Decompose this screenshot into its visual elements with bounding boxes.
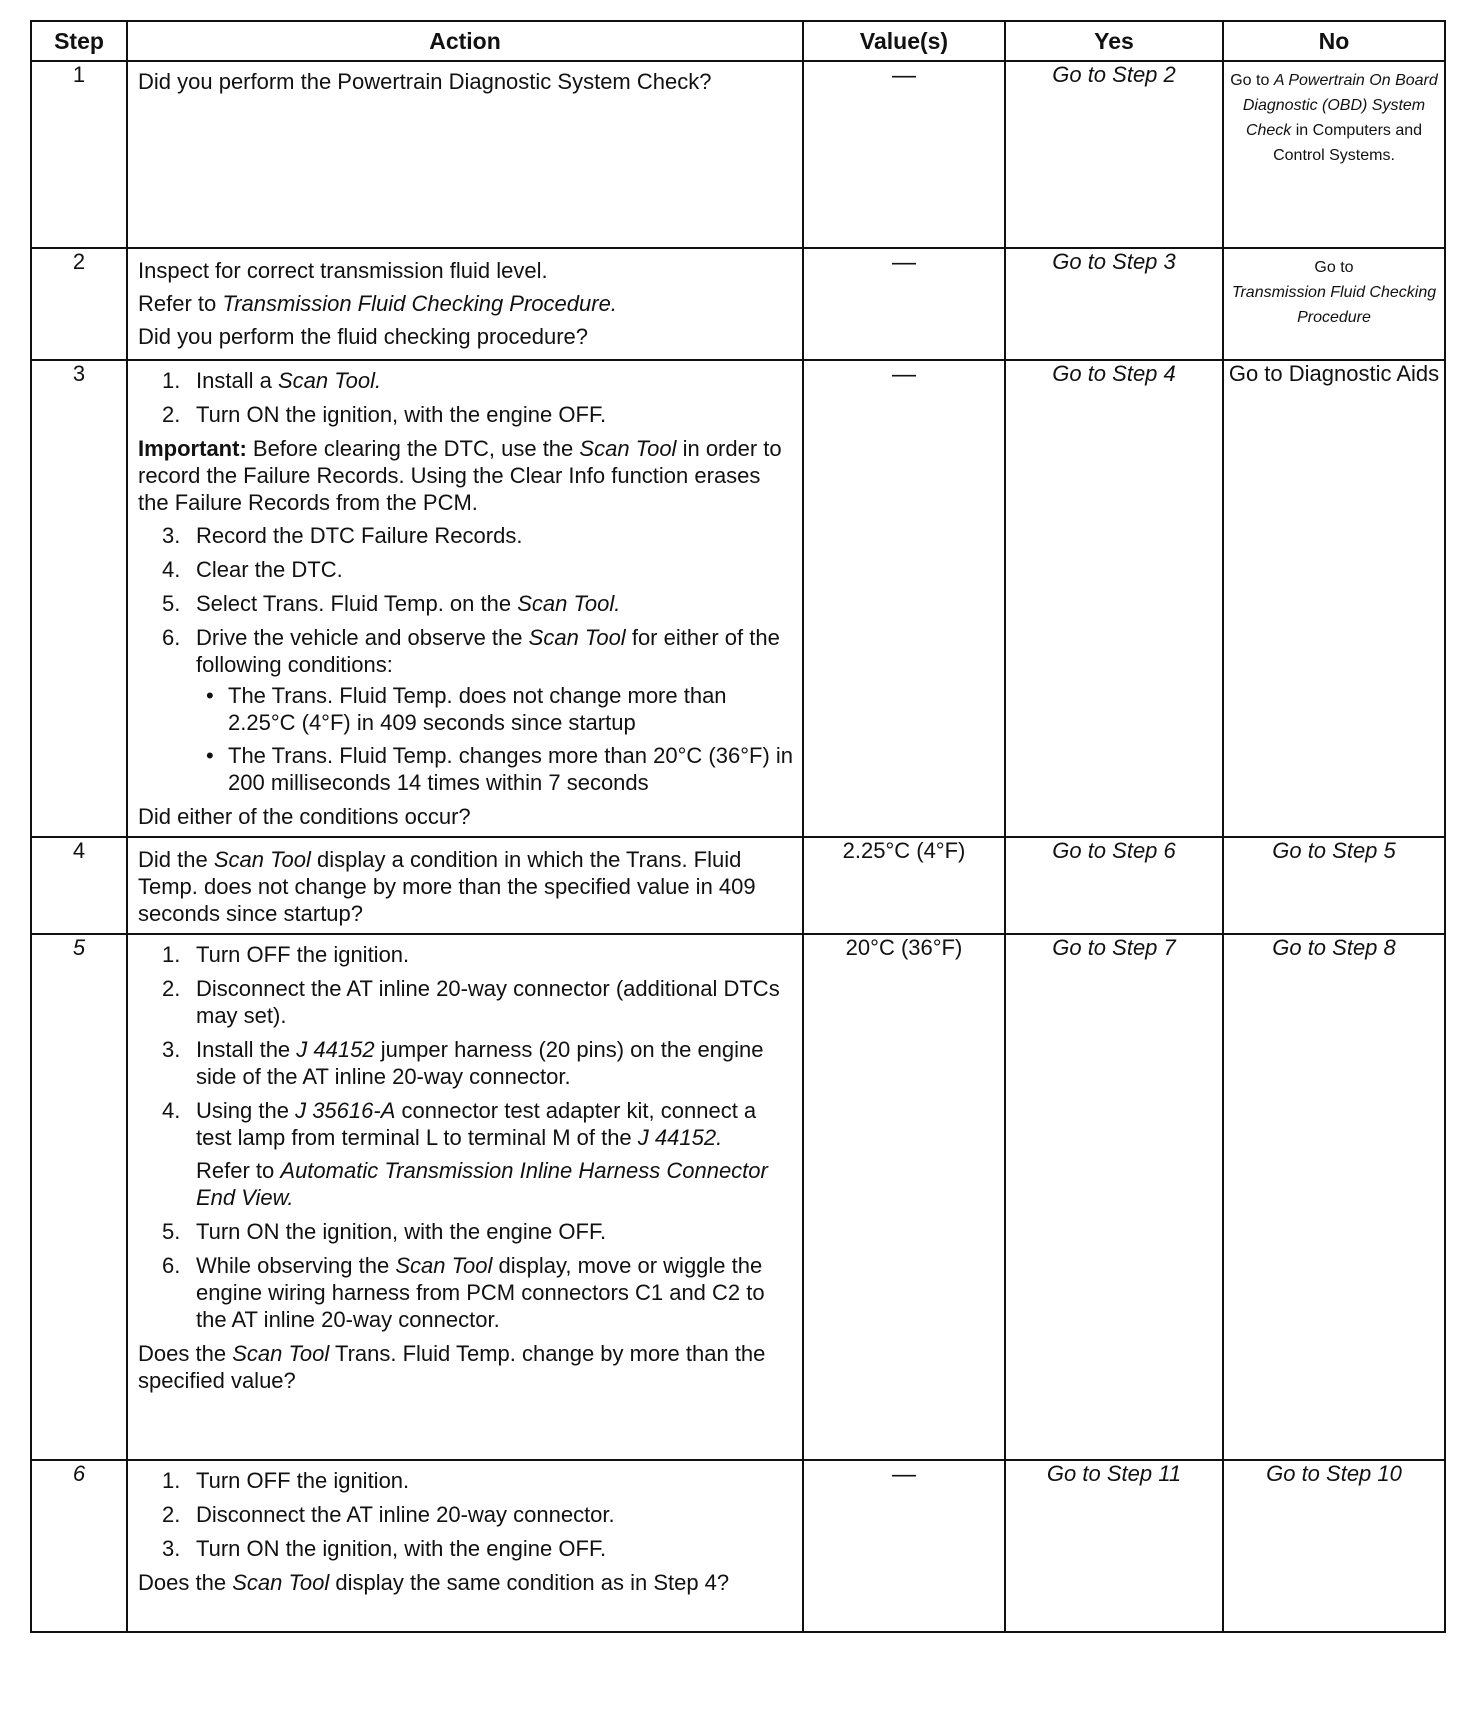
list-item: 6. While observing the Scan Tool display, move or wiggle the engine wiring harness from PCM connectors C1 and C2 to the AT inline 20-way connector. xyxy=(162,1253,765,1332)
action-reference: Refer to Transmission Fluid Checking Procedure. xyxy=(138,291,617,316)
value-cell xyxy=(803,934,1005,1460)
action-text: Did the Scan Tool display a condition in which the Trans. Fluid Temp. does not change by more than the specified value in 409 seconds since startup? xyxy=(138,847,756,926)
yes-link[interactable]: Go to Step 4 xyxy=(1052,361,1176,386)
yes-link[interactable]: Go to Step 7 xyxy=(1052,935,1176,960)
list-item: 1. Install a Scan Tool. xyxy=(162,368,382,393)
no-link[interactable]: Go to Transmission Fluid Checking Procedure xyxy=(1231,259,1437,326)
table-row-step-4 xyxy=(31,837,1445,934)
list-item: 5. Turn ON the ignition, with the engine OFF. xyxy=(162,1219,607,1244)
action-cell xyxy=(127,248,803,360)
procedure-list xyxy=(138,522,794,796)
header-yes: Yes xyxy=(1005,21,1223,61)
no-cell xyxy=(1223,61,1445,248)
action-cell xyxy=(127,1460,803,1632)
action-cell xyxy=(127,360,803,837)
step-number: 5 xyxy=(31,934,127,1460)
yes-cell xyxy=(1005,837,1223,934)
header-step: Step xyxy=(31,21,127,61)
yes-link[interactable]: Go to Step 2 xyxy=(1052,62,1176,87)
yes-cell xyxy=(1005,1460,1223,1632)
procedure-list xyxy=(138,367,794,428)
no-link[interactable]: Go to Step 8 xyxy=(1272,935,1396,960)
yes-link[interactable]: Go to Step 11 xyxy=(1046,1461,1182,1486)
action-text: Did you perform the Powertrain Diagnostic System Check? xyxy=(138,69,712,94)
no-cell xyxy=(1223,248,1445,360)
action-cell xyxy=(127,934,803,1460)
step-number: 1 xyxy=(31,61,127,248)
important-note: Important: Before clearing the DTC, use the Scan Tool in order to record the Failure Records. Using the Clear Info function erases the Failure Records from the PCM. xyxy=(138,436,782,515)
value-cell xyxy=(803,837,1005,934)
list-item: 1. Turn OFF the ignition. xyxy=(162,1468,410,1493)
header-action: Action xyxy=(127,21,803,61)
yes-cell xyxy=(1005,61,1223,248)
list-item: 3. Turn ON the ignition, with the engine OFF. xyxy=(162,1536,607,1561)
yes-cell xyxy=(1005,248,1223,360)
action-reference: Refer to Automatic Transmission Inline Harness Connector End View. xyxy=(196,1158,768,1210)
yes-link[interactable]: Go to Step 6 xyxy=(1052,838,1176,863)
header-no: No xyxy=(1223,21,1445,61)
value-text: — xyxy=(892,62,916,89)
value-cell xyxy=(803,1460,1005,1632)
value-text: — xyxy=(892,249,916,276)
condition-list xyxy=(196,682,794,796)
yes-cell xyxy=(1005,360,1223,837)
no-cell xyxy=(1223,1460,1445,1632)
list-item: 2. Disconnect the AT inline 20-way connector (additional DTCs may set). xyxy=(162,976,780,1028)
step-number: 3 xyxy=(31,360,127,837)
list-item: 5. Select Trans. Fluid Temp. on the Scan Tool. xyxy=(162,591,621,616)
table-row-step-5 xyxy=(31,934,1445,1460)
list-item: 2. Disconnect the AT inline 20-way connector. xyxy=(162,1502,615,1527)
table-row-step-3 xyxy=(31,360,1445,837)
step-number: 6 xyxy=(31,1460,127,1632)
list-item: 2. Turn ON the ignition, with the engine OFF. xyxy=(162,402,607,427)
step-number: 4 xyxy=(31,837,127,934)
list-item: 1. Turn OFF the ignition. xyxy=(162,942,410,967)
list-item: 4. Using the J 35616-A connector test adapter kit, connect a test lamp from terminal L to terminal M of the J 44152. Refer to Automatic Transmission Inline Harness Connector End View. xyxy=(162,1097,794,1211)
action-question: Did either of the conditions occur? xyxy=(138,804,471,829)
action-question: Does the Scan Tool display the same condition as in Step 4? xyxy=(138,1570,730,1595)
yes-cell xyxy=(1005,934,1223,1460)
value-text: — xyxy=(892,1461,916,1488)
no-cell xyxy=(1223,360,1445,837)
no-link[interactable]: Go to Step 10 xyxy=(1266,1461,1402,1486)
action-cell xyxy=(127,61,803,248)
action-question: Did you perform the fluid checking procedure? xyxy=(138,324,589,349)
list-item: 6. Drive the vehicle and observe the Scan Tool for either of the following conditions: • The Trans. Fluid Temp. does not change more than 2.25°C (4°F) in 409 seconds since startup • The Trans. Fluid Temp. changes more than 20°C (36°F) in 200 milliseconds 14 times within 7 seconds xyxy=(162,624,794,796)
procedure-list xyxy=(138,941,794,1333)
header-row xyxy=(31,21,1445,61)
value-cell xyxy=(803,360,1005,837)
value-cell xyxy=(803,248,1005,360)
value-cell xyxy=(803,61,1005,248)
list-item: 3. Record the DTC Failure Records. xyxy=(162,523,523,548)
list-item: 4. Clear the DTC. xyxy=(162,557,343,582)
action-text: Inspect for correct transmission fluid level. xyxy=(138,258,548,283)
condition-item: • The Trans. Fluid Temp. does not change more than 2.25°C (4°F) in 409 seconds since startup xyxy=(206,682,794,736)
no-cell xyxy=(1223,837,1445,934)
step-number: 2 xyxy=(31,248,127,360)
no-link[interactable]: Go to Step 5 xyxy=(1272,838,1396,863)
yes-link[interactable]: Go to Step 3 xyxy=(1052,249,1176,274)
condition-item: • The Trans. Fluid Temp. changes more than 20°C (36°F) in 200 milliseconds 14 times within 7 seconds xyxy=(206,742,794,796)
no-link[interactable]: Go to A Powertrain On Board Diagnostic (OBD) System Check in Computers and Control Systems. xyxy=(1230,72,1438,164)
action-cell xyxy=(127,837,803,934)
value-text: — xyxy=(892,361,916,388)
no-link[interactable]: Go to Diagnostic Aids xyxy=(1228,361,1440,386)
value-text: 2.25°C (4°F) xyxy=(842,838,966,863)
no-cell xyxy=(1223,934,1445,1460)
procedure-list xyxy=(138,1467,794,1562)
table-row-step-1 xyxy=(31,61,1445,248)
list-item: 3. Install the J 44152 jumper harness (20 pins) on the engine side of the AT inline 20-way connector. xyxy=(162,1037,764,1089)
table-row-step-2 xyxy=(31,248,1445,360)
table-row-step-6 xyxy=(31,1460,1445,1632)
header-values: Value(s) xyxy=(803,21,1005,61)
value-text: 20°C (36°F) xyxy=(845,935,963,960)
diagnostic-table xyxy=(30,20,1446,1633)
action-question: Does the Scan Tool Trans. Fluid Temp. change by more than the specified value? xyxy=(138,1341,766,1393)
